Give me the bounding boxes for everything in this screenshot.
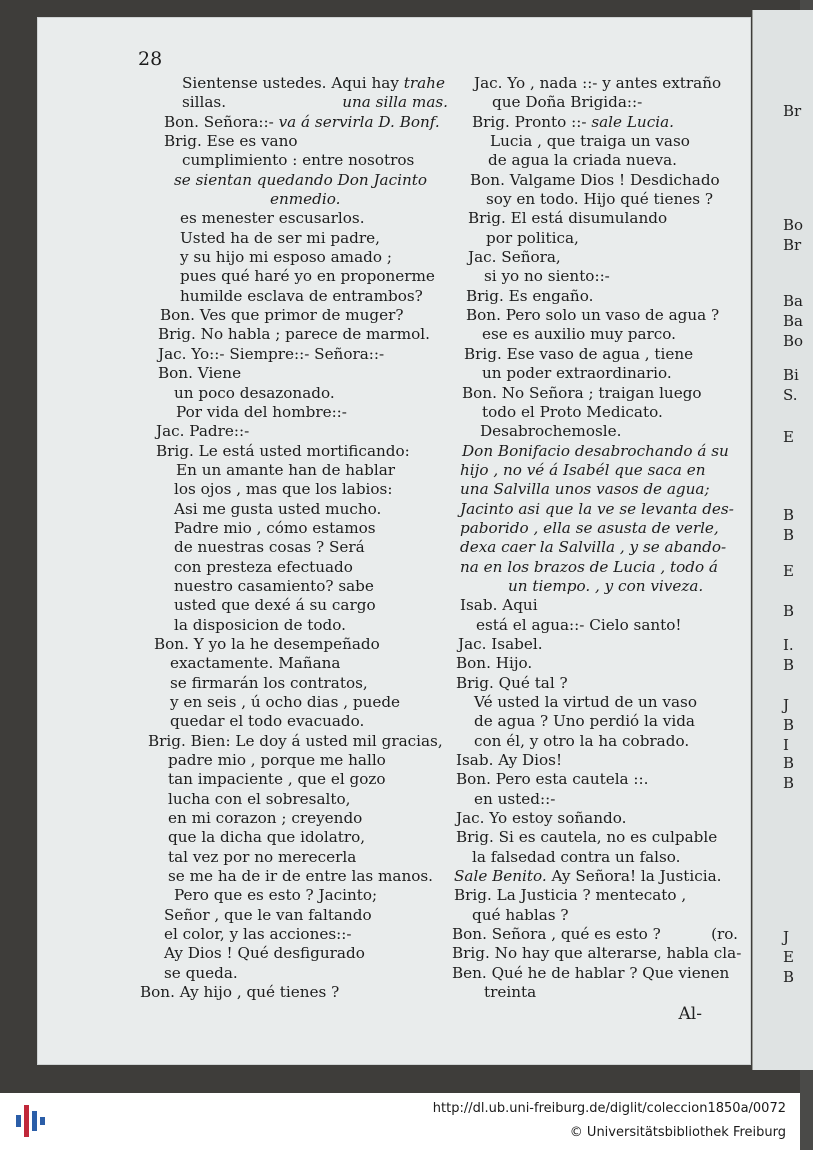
text-line [450,674,750,693]
line-text: Asi me gusta usted mucho. [174,499,382,518]
facing-page-fragment: Br [783,102,802,120]
text-line [134,983,452,1002]
italic-text: Jacinto asi que la ve se levanta des- [460,499,734,518]
text-line [134,635,452,654]
line-text: Jac. Señora, [468,248,561,267]
line-text: Lucia , que traiga un vaso [490,132,690,151]
text-line [134,480,452,499]
text-line [134,596,452,615]
right-column [450,74,750,1003]
facing-page-fragment: J [783,696,790,714]
text-line [134,113,452,132]
text-line [450,364,750,383]
text-line [450,558,750,577]
italic-text: hijo , no vé á Isabél que saca en [460,460,706,479]
text-line [134,693,452,712]
facing-page-fragment: I. [783,636,794,654]
line-text: Brig. Es engaño. [466,286,594,305]
text-line [450,461,750,480]
italic-text: trahe [403,74,445,92]
line-text: En un amante han de hablar [176,460,396,479]
text-line [450,384,750,403]
facing-page-fragment: B [783,656,795,674]
line-text: Ay Dios ! Qué desfigurado [164,944,365,963]
text-line [134,538,452,557]
text-line [450,770,750,789]
facing-page-fragment: E [783,948,794,966]
line-text: con él, y otro la ha cobrado. [474,731,690,750]
line-text: se me ha de ir de entre las manos. [168,867,433,886]
line-text: usted que dexé á su cargo [174,596,376,615]
text-line [134,519,452,538]
text-line [450,925,750,944]
line-text: Bon. Ves que primor de muger? [160,306,404,325]
line-text: sillas. [182,93,227,112]
italic-text: paborido , ella se asusta de verle, [460,518,719,537]
facing-page-fragment: Ba [783,312,803,330]
line-text: que la dicha que idolatro, [168,828,366,847]
text-line [450,74,750,93]
text-line [450,306,750,325]
line-text: Brig. No hay que alterarse, habla cla- [452,944,742,963]
line-text: Ay Señora! la Justicia. [546,867,722,886]
line-text: por politica, [486,228,579,247]
library-logo-icon [10,1101,50,1141]
text-line [450,828,750,847]
line-text: Brig. Qué tal ? [456,673,568,692]
facing-page-fragment: Bo [783,332,804,350]
facing-page-fragment: B [783,754,795,772]
text-line [450,712,750,731]
text-line [134,944,452,963]
line-text: Jac. Isabel. [458,634,543,653]
text-line [450,190,750,209]
line-text: Jac. Yo::- Siempre::- Señora::- [158,344,385,363]
text-line [450,442,750,461]
line-text: Brig. Ese es vano [164,132,298,151]
facing-page-fragment: B [783,774,795,792]
text-line [450,267,750,286]
text-line [134,925,452,944]
text-line [450,983,750,1002]
text-line [134,751,452,770]
line-text: un poder extraordinario. [482,364,672,383]
text-line [134,345,452,364]
facing-page-fragment: B [783,526,795,544]
facing-page-fragment: B [783,602,795,620]
facing-page-fragment: Bi [783,366,799,384]
text-line [134,151,452,170]
text-line [450,654,750,673]
line-text: (ro. [711,925,738,944]
text-line [134,442,452,461]
line-text: tan impaciente , que el gozo [168,770,386,789]
text-line [450,171,750,190]
line-text: un poco desazonado. [174,383,335,402]
text-line [450,151,750,170]
text-line [450,867,750,886]
facing-page-fragment: B [783,968,795,986]
line-text: cumplimiento : entre nosotros [182,151,415,170]
text-line [134,190,452,209]
facing-page-fragment: E [783,562,794,580]
line-text: Brig. Bien: Le doy á usted mil gracias, [148,731,443,750]
line-text: si yo no siento::- [484,267,610,286]
text-line [134,325,452,344]
line-text: Brig. Ese vaso de agua , tiene [464,344,694,363]
line-text: Isab. Ay Dios! [456,751,563,770]
line-text: Jac. Yo estoy soñando. [456,809,627,828]
line-text: y su hijo mi esposo amado ; [180,248,392,267]
line-text: y en seis , ú ocho dias , puede [170,693,401,711]
line-text: quedar el todo evacuado. [170,712,365,731]
text-line [450,480,750,499]
line-text: en usted::- [474,789,556,808]
line-text: de agua ? Uno perdió la vida [474,712,695,731]
line-text: Bon. Señora , qué es esto ? [452,925,661,944]
line-text: Brig. La Justicia ? mentecato , [454,886,687,905]
text-line [134,287,452,306]
line-text: Ben. Qué he de hablar ? Que vienen [452,963,730,982]
text-line [450,325,750,344]
text-line [134,848,452,867]
text-line [450,93,750,112]
line-text: ese es auxilio muy parco. [482,325,676,344]
line-text: Bon. Hijo. [456,654,533,673]
text-line [134,886,452,905]
text-line [450,248,750,267]
text-line [450,616,750,635]
line-text: Jac. Padre::- [156,422,250,441]
line-text: se queda. [164,963,238,982]
catchword: Al- [678,1004,702,1024]
line-text: Bon. Y yo la he desempeñado [154,634,380,653]
text-line [134,306,452,325]
text-line [134,500,452,519]
facing-page-edge [752,10,813,1070]
line-text: Jac. Yo , nada ::- y antes extraño [474,74,722,92]
text-line [134,674,452,693]
text-line [450,229,750,248]
text-line [450,964,750,983]
facing-page-fragment: B [783,716,795,734]
line-text: Vé usted la virtud de un vaso [474,693,697,711]
line-text: los ojos , mas que los labios: [174,480,393,499]
line-text: Bon. Pero esta cautela ::. [456,770,649,789]
facing-page-fragment: Bo [783,216,804,234]
text-line [134,809,452,828]
italic-text: una Salvilla unos vasos de agua; [460,480,710,499]
text-line [450,906,750,925]
facing-page-fragment: J [783,928,790,946]
line-text: treinta [484,983,537,1002]
text-line [134,384,452,403]
text-line [450,790,750,809]
text-line [450,848,750,867]
text-line [450,693,750,712]
line-text: exactamente. Mañana [170,654,341,673]
text-line [450,809,750,828]
facing-page-fragment: I [783,736,789,754]
facing-page-fragment: Ba [783,292,803,310]
line-text: soy en todo. Hijo qué tienes ? [486,190,714,209]
left-column [134,74,452,1003]
text-line [134,364,452,383]
text-line [134,654,452,673]
text-line [134,906,452,925]
line-text: Pero que es esto ? Jacinto; [174,886,378,905]
line-text: Brig. Si es cautela, no es culpable [456,828,718,847]
line-text: la falsedad contra un falso. [472,847,681,866]
line-text: humilde esclava de entrambos? [180,286,423,305]
text-line [450,577,750,596]
facing-page-fragment: Br [783,236,802,254]
page-number: 28 [138,48,163,70]
text-line [134,461,452,480]
text-line [134,248,452,267]
text-line [134,267,452,286]
text-line [134,770,452,789]
line-text: Bon. Viene [158,364,242,383]
line-text: pues qué haré yo en proponerme [180,267,435,286]
line-text: el color, y las acciones::- [164,925,352,944]
text-line [450,209,750,228]
line-text: Bon. Ay hijo , qué tienes ? [140,983,340,1002]
italic-text: na en los brazos de Lucia , todo á [460,557,718,576]
line-text: Bon. Pero solo un vaso de agua ? [466,306,720,325]
text-line [134,577,452,596]
text-line [134,209,452,228]
line-text: Usted ha de ser mi padre, [180,228,380,247]
text-line [450,538,750,557]
text-line [134,74,452,93]
text-line [450,886,750,905]
text-line [450,732,750,751]
line-text: Brig. No habla ; parece de marmol. [158,325,430,344]
copyright-notice: © Universitätsbibliothek Freiburg [569,1125,786,1140]
text-line [450,596,750,615]
italic-text: enmedio. [270,190,341,209]
text-line [134,229,452,248]
line-text: Isab. Aqui [460,596,538,615]
document-url[interactable]: http://dl.ub.uni-freiburg.de/diglit/coleccion1850a/0072 [432,1101,786,1116]
facing-page-fragment: E [783,428,794,446]
text-line [134,828,452,847]
text-line [134,403,452,422]
left-page [38,18,750,1064]
line-text: con presteza efectuado [174,557,353,576]
text-line [450,422,750,441]
text-line [134,558,452,577]
text-line [450,287,750,306]
line-text: tal vez por no merecerla [168,847,357,866]
line-text: Brig. Pronto ::- [472,112,592,131]
text-line [134,712,452,731]
line-text: Padre mio , cómo estamos [174,518,376,537]
italic-text: va á servirla D. Bonf. [278,112,440,131]
text-line [450,751,750,770]
italic-text: se sientan quedando Don Jacinto [174,170,428,189]
text-line [450,635,750,654]
text-line [450,345,750,364]
line-text: lucha con el sobresalto, [168,789,351,808]
line-text: se firmarán los contratos, [170,673,368,692]
text-line [450,500,750,519]
line-text: nuestro casamiento? sabe [174,576,374,595]
line-text: Brig. Le está usted mortificando: [156,441,410,460]
line-text: Sientense ustedes. Aqui hay [182,74,404,92]
line-text: que Doña Brigida::- [492,93,643,112]
viewer-footer [0,1093,800,1150]
italic-text: sale Lucia. [591,112,674,131]
text-line [450,132,750,151]
italic-text: dexa caer la Salvilla , y se abando- [460,538,727,557]
line-text: Bon. Valgame Dios ! Desdichado [470,170,720,189]
facing-page-fragment: B [783,506,795,524]
text-line [134,616,452,635]
line-text: padre mio , porque me hallo [168,751,386,770]
line-text: qué hablas ? [472,905,569,924]
line-text: es menester escusarlos. [180,209,365,228]
line-text: una silla mas. [342,93,448,112]
italic-text: un tiempo. , y con viveza. [508,576,704,595]
italic-text: Sale Benito. [454,867,547,886]
text-line [134,790,452,809]
text-line [450,113,750,132]
line-text: Desabrochemosle. [480,422,622,441]
text-line [134,132,452,151]
italic-text: Don Bonifacio desabrochando á su [462,441,729,460]
line-text: todo el Proto Medicato. [482,402,663,421]
text-line [450,944,750,963]
line-text: está el agua::- Cielo santo! [476,615,682,634]
line-text: en mi corazon ; creyendo [168,809,363,828]
text-line [450,519,750,538]
line-text: de agua la criada nueva. [488,151,678,170]
line-text: Bon. Señora::- [164,112,279,131]
text-line [134,93,452,112]
line-text: de nuestras cosas ? Será [174,538,365,557]
text-line [134,171,452,190]
text-line [134,867,452,886]
text-line [134,422,452,441]
line-text: Bon. No Señora ; traigan luego [462,383,702,402]
text-line [134,964,452,983]
line-text: Por vida del hombre::- [176,402,347,421]
facing-page-fragment: S. [783,386,798,404]
line-text: Señor , que le van faltando [164,905,372,924]
text-line [134,732,452,751]
line-text: la disposicion de todo. [174,615,346,634]
text-line [450,403,750,422]
line-text: Brig. El está disumulando [468,209,668,228]
